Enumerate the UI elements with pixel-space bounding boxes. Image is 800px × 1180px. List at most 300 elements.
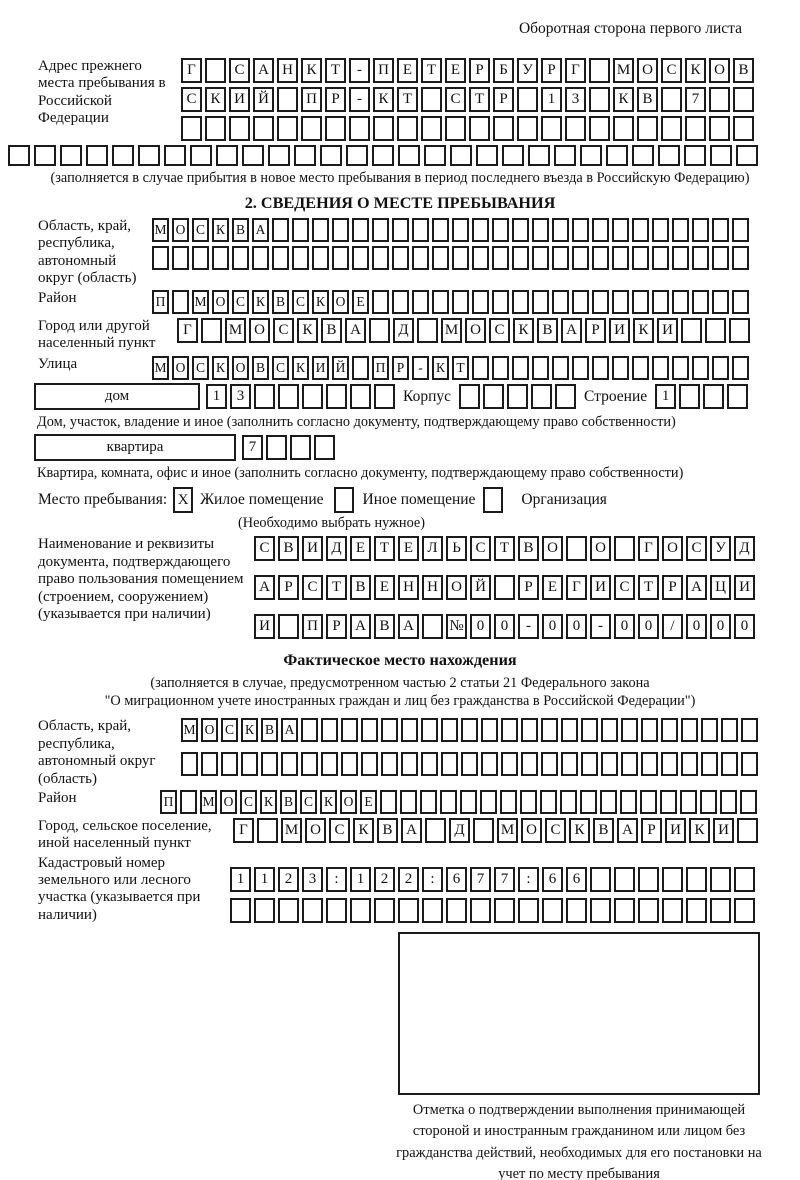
char-cell: К — [320, 790, 337, 814]
char-cell — [680, 790, 697, 814]
char-cell — [590, 898, 611, 923]
street-row — [152, 356, 749, 380]
char-cell — [472, 356, 489, 380]
char-cell: С — [614, 575, 635, 600]
actual-region-label: Область, край, республика, автономный округ (область) — [38, 718, 156, 787]
char-cell — [277, 87, 298, 112]
char-cell: С — [292, 290, 309, 314]
char-cell — [712, 246, 729, 270]
char-cell: М — [152, 218, 169, 242]
cadastral-row-2 — [230, 898, 755, 923]
char-cell: В — [280, 790, 297, 814]
char-cell — [737, 818, 758, 843]
char-cell — [581, 752, 598, 776]
char-cell — [552, 356, 569, 380]
char-cell: А — [561, 318, 582, 343]
char-cell — [326, 384, 347, 409]
actual-region-row-2 — [181, 752, 758, 776]
char-cell — [470, 898, 491, 923]
char-cell: В — [374, 614, 395, 639]
district-label: Район — [38, 289, 77, 306]
char-cell — [346, 145, 368, 166]
char-cell — [502, 145, 524, 166]
char-cell — [520, 790, 537, 814]
char-cell — [637, 116, 658, 141]
char-cell — [620, 790, 637, 814]
char-cell — [216, 145, 238, 166]
char-cell: В — [232, 218, 249, 242]
char-cell: 0 — [494, 614, 515, 639]
char-cell — [638, 898, 659, 923]
document-label: Наименование и реквизиты документа, подтверждающего право пользования помещением (строением, сооружением) (указывается при наличии) — [38, 536, 244, 622]
char-cell: С — [240, 790, 257, 814]
char-cell — [721, 718, 738, 742]
char-cell — [180, 790, 197, 814]
document-row-1 — [254, 536, 755, 561]
char-cell: М — [281, 818, 302, 843]
char-cell: В — [637, 87, 658, 112]
char-cell: Е — [445, 58, 466, 83]
city-field — [38, 318, 800, 353]
char-cell: Е — [374, 575, 395, 600]
char-cell — [580, 145, 602, 166]
char-cell: К — [312, 290, 329, 314]
char-cell: 1 — [655, 384, 676, 409]
char-cell — [205, 58, 226, 83]
char-cell — [469, 116, 490, 141]
char-cell: Т — [374, 536, 395, 561]
char-cell — [172, 246, 189, 270]
page-title: Оборотная сторона первого листа — [518, 20, 742, 37]
char-cell — [532, 218, 549, 242]
char-cell — [302, 898, 323, 923]
char-cell: И — [312, 356, 329, 380]
cadastral-row-1 — [230, 867, 755, 892]
char-cell: Т — [469, 87, 490, 112]
char-cell — [421, 752, 438, 776]
char-cell — [661, 752, 678, 776]
char-cell — [652, 356, 669, 380]
char-cell — [552, 290, 569, 314]
char-cell — [421, 718, 438, 742]
actual-district-label: Район — [38, 789, 77, 806]
char-cell — [710, 898, 731, 923]
char-cell: 3 — [565, 87, 586, 112]
cadastral-field — [38, 855, 800, 925]
char-cell: В — [321, 318, 342, 343]
char-cell — [420, 790, 437, 814]
char-cell: У — [517, 58, 538, 83]
region-field — [38, 218, 800, 288]
char-cell — [592, 290, 609, 314]
char-cell: И — [590, 575, 611, 600]
char-cell: - — [412, 356, 429, 380]
char-cell — [732, 218, 749, 242]
char-cell: М — [181, 718, 198, 742]
char-cell: 6 — [542, 867, 563, 892]
char-cell: Н — [398, 575, 419, 600]
char-cell: И — [609, 318, 630, 343]
char-cell — [201, 752, 218, 776]
char-cell — [541, 752, 558, 776]
char-cell — [302, 384, 323, 409]
char-cell: О — [201, 718, 218, 742]
char-cell: 7 — [494, 867, 515, 892]
section-2-title: 2. СВЕДЕНИЯ О МЕСТЕ ПРЕБЫВАНИЯ — [244, 194, 556, 212]
char-cell: К — [260, 790, 277, 814]
char-cell: Ц — [710, 575, 731, 600]
char-cell — [321, 752, 338, 776]
char-cell: К — [569, 818, 590, 843]
char-cell — [452, 218, 469, 242]
char-cell: И — [254, 614, 275, 639]
char-cell: 0 — [470, 614, 491, 639]
char-cell — [736, 145, 758, 166]
house-row — [34, 383, 800, 410]
char-cell — [658, 145, 680, 166]
stay-place-type-row — [38, 487, 800, 513]
char-cell — [507, 384, 528, 409]
apartment-caption: Квартира, комната, офис и иное (заполнить согласно документу, подтверждающему право собственности) — [37, 465, 684, 482]
stamp-box — [398, 932, 760, 1095]
actual-city-field — [38, 818, 800, 853]
char-cell: 0 — [614, 614, 635, 639]
char-cell — [401, 718, 418, 742]
char-cell — [732, 246, 749, 270]
char-cell — [341, 752, 358, 776]
char-cell — [421, 116, 442, 141]
char-cell — [700, 790, 717, 814]
char-cell — [641, 752, 658, 776]
char-cell: С — [300, 790, 317, 814]
char-cell — [552, 246, 569, 270]
char-cell: И — [657, 318, 678, 343]
char-cell: К — [205, 87, 226, 112]
char-cell: 0 — [710, 614, 731, 639]
organization-label: Организация — [521, 491, 607, 509]
char-cell — [164, 145, 186, 166]
house-type-box: дом — [34, 383, 200, 410]
char-cell — [612, 246, 629, 270]
char-cell — [372, 246, 389, 270]
char-cell — [652, 246, 669, 270]
char-cell — [461, 718, 478, 742]
char-cell — [190, 145, 212, 166]
region-row-1 — [152, 218, 749, 242]
char-cell: С — [192, 218, 209, 242]
char-cell: О — [305, 818, 326, 843]
char-cell: 0 — [734, 614, 755, 639]
char-cell — [361, 718, 378, 742]
char-cell: М — [200, 790, 217, 814]
char-cell: : — [326, 867, 347, 892]
char-cell: - — [518, 614, 539, 639]
char-cell — [614, 898, 635, 923]
char-cell: Е — [398, 536, 419, 561]
char-cell — [320, 145, 342, 166]
char-cell — [412, 218, 429, 242]
char-cell — [181, 116, 202, 141]
char-cell — [732, 290, 749, 314]
char-cell — [278, 614, 299, 639]
char-cell — [201, 318, 222, 343]
char-cell — [492, 356, 509, 380]
building-label: Корпус — [403, 387, 451, 405]
district-row — [152, 290, 749, 314]
other-premises-label: Иное помещение — [362, 491, 476, 509]
char-cell — [472, 246, 489, 270]
char-cell: Г — [233, 818, 254, 843]
char-cell: У — [710, 536, 731, 561]
char-cell — [272, 218, 289, 242]
char-cell — [290, 435, 311, 460]
char-cell: Г — [181, 58, 202, 83]
char-cell: Т — [452, 356, 469, 380]
char-cell: О — [172, 218, 189, 242]
char-cell — [398, 145, 420, 166]
char-cell: Р — [541, 58, 562, 83]
char-cell: С — [445, 87, 466, 112]
char-cell: П — [160, 790, 177, 814]
char-cell: Д — [449, 818, 470, 843]
building-cells — [459, 384, 576, 409]
char-cell — [481, 752, 498, 776]
previous-address-label: Адрес прежнего места пребывания в Российской Федерации — [38, 58, 166, 127]
char-cell: О — [637, 58, 658, 83]
char-cell: И — [665, 818, 686, 843]
char-cell: С — [181, 87, 202, 112]
char-cell — [352, 246, 369, 270]
char-cell — [472, 290, 489, 314]
char-cell — [589, 58, 610, 83]
char-cell — [660, 790, 677, 814]
char-cell — [741, 752, 758, 776]
street-field — [38, 356, 800, 380]
char-cell: Б — [493, 58, 514, 83]
char-cell: А — [617, 818, 638, 843]
char-cell: С — [272, 356, 289, 380]
prev-address-row-3 — [181, 116, 754, 141]
char-cell: Н — [277, 58, 298, 83]
char-cell: К — [513, 318, 534, 343]
region-row-2 — [152, 246, 749, 270]
char-cell — [614, 867, 635, 892]
char-cell — [349, 116, 370, 141]
char-cell — [294, 145, 316, 166]
char-cell — [672, 246, 689, 270]
char-cell — [242, 145, 264, 166]
char-cell — [641, 718, 658, 742]
char-cell: Д — [393, 318, 414, 343]
char-cell: П — [152, 290, 169, 314]
char-cell — [566, 536, 587, 561]
char-cell: Г — [177, 318, 198, 343]
char-cell: К — [297, 318, 318, 343]
char-cell: 0 — [638, 614, 659, 639]
char-cell: - — [349, 58, 370, 83]
char-cell — [692, 246, 709, 270]
prev-address-row-4 — [8, 145, 800, 166]
char-cell — [589, 87, 610, 112]
char-cell: С — [302, 575, 323, 600]
char-cell — [541, 116, 562, 141]
char-cell: 0 — [542, 614, 563, 639]
char-cell — [326, 898, 347, 923]
char-cell — [652, 218, 669, 242]
char-cell — [441, 718, 458, 742]
char-cell — [254, 898, 275, 923]
char-cell: К — [353, 818, 374, 843]
char-cell — [528, 145, 550, 166]
char-cell — [727, 384, 748, 409]
char-cell: 7 — [242, 435, 263, 460]
char-cell — [480, 790, 497, 814]
char-cell: 1 — [350, 867, 371, 892]
char-cell — [592, 246, 609, 270]
char-cell: В — [377, 818, 398, 843]
char-cell: И — [734, 575, 755, 600]
char-cell — [632, 218, 649, 242]
char-cell — [721, 752, 738, 776]
previous-address-section — [38, 58, 800, 141]
char-cell — [566, 898, 587, 923]
char-cell: С — [221, 718, 238, 742]
char-cell: С — [254, 536, 275, 561]
char-cell — [600, 790, 617, 814]
char-cell — [703, 384, 724, 409]
char-cell — [461, 752, 478, 776]
char-cell: К — [212, 356, 229, 380]
char-cell: И — [302, 536, 323, 561]
char-cell: К — [685, 58, 706, 83]
char-cell: С — [489, 318, 510, 343]
char-cell: С — [229, 58, 250, 83]
char-cell — [592, 218, 609, 242]
char-cell — [532, 246, 549, 270]
char-cell — [232, 246, 249, 270]
char-cell — [412, 290, 429, 314]
choose-option-note: (Необходимо выбрать нужное) — [238, 515, 426, 532]
char-cell — [332, 218, 349, 242]
actual-district-row — [160, 790, 757, 814]
char-cell: В — [272, 290, 289, 314]
char-cell: К — [633, 318, 654, 343]
char-cell: С — [192, 356, 209, 380]
char-cell: О — [446, 575, 467, 600]
char-cell: 2 — [278, 867, 299, 892]
char-cell: С — [686, 536, 707, 561]
char-cell — [230, 898, 251, 923]
char-cell: А — [253, 58, 274, 83]
char-cell — [592, 356, 609, 380]
char-cell — [681, 752, 698, 776]
char-cell — [612, 218, 629, 242]
char-cell: Р — [662, 575, 683, 600]
char-cell — [493, 116, 514, 141]
char-cell — [417, 318, 438, 343]
char-cell — [712, 290, 729, 314]
char-cell: Е — [542, 575, 563, 600]
char-cell — [292, 246, 309, 270]
char-cell — [672, 218, 689, 242]
char-cell — [381, 718, 398, 742]
char-cell — [662, 898, 683, 923]
char-cell: К — [613, 87, 634, 112]
char-cell: О — [212, 290, 229, 314]
char-cell — [205, 116, 226, 141]
char-cell — [572, 218, 589, 242]
char-cell: В — [252, 356, 269, 380]
char-cell — [452, 290, 469, 314]
char-cell — [638, 867, 659, 892]
char-cell: А — [686, 575, 707, 600]
structure-cells — [655, 384, 748, 409]
char-cell — [521, 718, 538, 742]
char-cell — [261, 752, 278, 776]
char-cell: К — [292, 356, 309, 380]
char-cell: П — [372, 356, 389, 380]
char-cell: Р — [493, 87, 514, 112]
actual-city-label: Город, сельское поселение, иной населенный пункт — [38, 817, 212, 852]
char-cell — [397, 116, 418, 141]
char-cell: Н — [422, 575, 443, 600]
char-cell — [321, 718, 338, 742]
char-cell — [421, 87, 442, 112]
char-cell: М — [225, 318, 246, 343]
char-cell — [612, 356, 629, 380]
char-cell: С — [273, 318, 294, 343]
char-cell — [372, 218, 389, 242]
char-cell — [459, 384, 480, 409]
char-cell: О — [542, 536, 563, 561]
street-label: Улица — [38, 356, 78, 373]
char-cell — [501, 718, 518, 742]
char-cell: С — [545, 818, 566, 843]
char-cell: Т — [421, 58, 442, 83]
char-cell: П — [373, 58, 394, 83]
char-cell — [640, 790, 657, 814]
char-cell: Д — [734, 536, 755, 561]
char-cell — [400, 790, 417, 814]
char-cell: 1 — [206, 384, 227, 409]
char-cell — [729, 318, 750, 343]
char-cell: 1 — [541, 87, 562, 112]
char-cell: Е — [360, 790, 377, 814]
char-cell — [614, 536, 635, 561]
char-cell: С — [661, 58, 682, 83]
char-cell — [432, 246, 449, 270]
char-cell — [398, 898, 419, 923]
apartment-row — [34, 434, 800, 461]
char-cell: Р — [469, 58, 490, 83]
char-cell: Р — [325, 87, 346, 112]
char-cell — [632, 356, 649, 380]
char-cell — [565, 116, 586, 141]
char-cell — [692, 290, 709, 314]
char-cell — [709, 116, 730, 141]
char-cell — [350, 898, 371, 923]
char-cell: 7 — [470, 867, 491, 892]
char-cell — [733, 116, 754, 141]
char-cell — [374, 898, 395, 923]
char-cell — [86, 145, 108, 166]
char-cell — [278, 898, 299, 923]
char-cell — [540, 790, 557, 814]
char-cell — [401, 752, 418, 776]
char-cell — [561, 752, 578, 776]
char-cell — [473, 818, 494, 843]
char-cell: / — [662, 614, 683, 639]
